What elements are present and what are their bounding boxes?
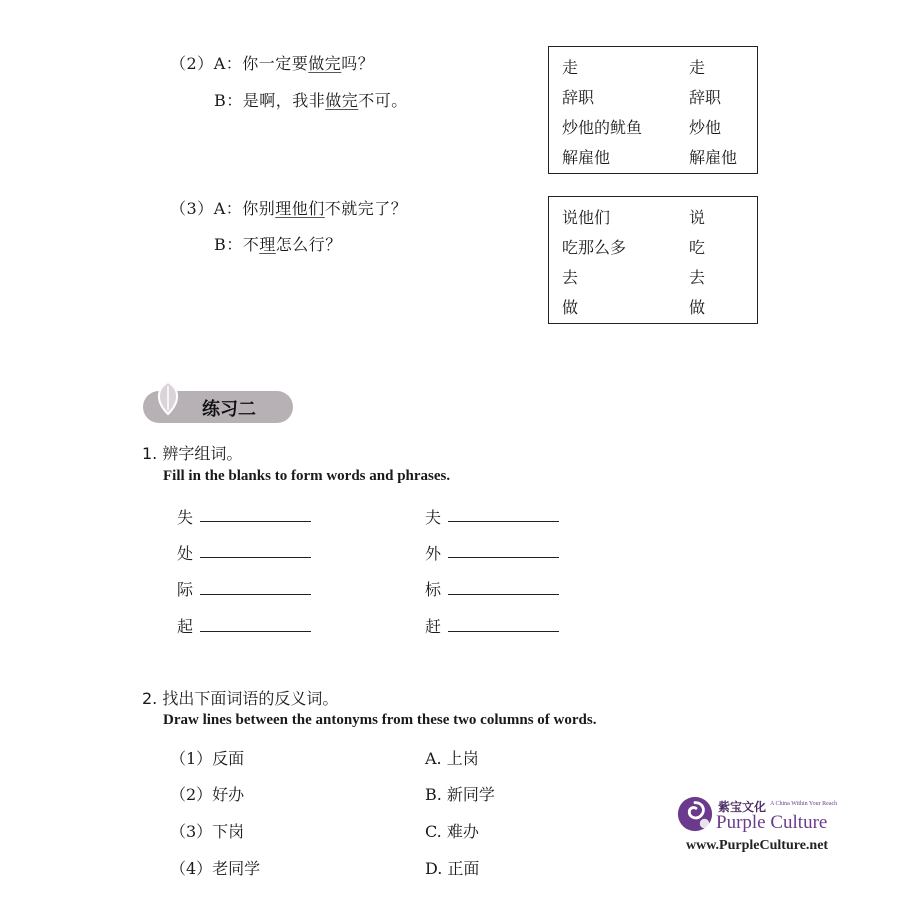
exercise-1-title: 1. 辨字组词。 (142, 444, 243, 463)
table-cell: 吃那么多 (562, 238, 627, 257)
blank-prompt: 失 (177, 508, 194, 527)
blank-line[interactable] (200, 557, 311, 558)
watermark-tagline: A China Within Your Reach (770, 801, 838, 807)
dialogue-text: 不 (242, 235, 260, 254)
watermark-cn: 紫宝文化 (718, 800, 767, 814)
dialogue-highlight: 理 (259, 235, 276, 254)
watermark-url: www.PurpleCulture.net (686, 838, 829, 853)
table-cell: 炒他的鱿鱼 (562, 118, 643, 137)
exercise-2-title: 2. 找出下面词语的反义词。 (142, 689, 339, 708)
dialogue-text: 怎么行？ (275, 235, 342, 254)
table-cell: 解雇他 (689, 148, 738, 167)
dialogue-number: （3） (170, 199, 214, 218)
dialogue-text: 不可。 (358, 91, 408, 110)
blank-prompt: 夫 (425, 508, 442, 527)
substitution-table-3 (548, 196, 758, 324)
table-cell: 走 (689, 58, 706, 77)
table-cell: 做 (562, 298, 579, 317)
table-cell: 辞职 (689, 88, 722, 107)
table-cell: 去 (562, 268, 579, 287)
leaf-icon (148, 378, 188, 418)
purple-culture-logo-icon (676, 795, 714, 833)
speaker-label: A： (213, 199, 243, 218)
blank-prompt: 际 (177, 580, 194, 599)
antonym-item[interactable]: （1）反面 (170, 749, 245, 768)
substitution-table-2 (548, 46, 758, 174)
blank-line[interactable] (200, 521, 311, 522)
blank-line[interactable] (448, 557, 559, 558)
dialogue-text: 你别 (242, 199, 276, 218)
section-title: 练习二 (202, 399, 256, 420)
table-cell: 辞职 (562, 88, 595, 107)
dialogue-highlight: 理他们 (275, 199, 325, 218)
dialogue-text: 吗？ (341, 54, 375, 73)
antonym-item[interactable]: A. 上岗 (425, 749, 479, 768)
antonym-item[interactable]: （4）老同学 (170, 859, 261, 878)
dialogue-2-line-b (214, 88, 408, 111)
dialogue-3-line-b (214, 232, 342, 255)
table-cell: 炒他 (689, 118, 722, 137)
blank-line[interactable] (200, 631, 311, 632)
blank-line[interactable] (200, 594, 311, 595)
dialogue-text: 是啊，我非 (242, 91, 326, 110)
dialogue-text: 你一定要 (242, 54, 309, 73)
dialogue-highlight: 做完 (325, 91, 359, 110)
antonym-item[interactable]: （2）好办 (170, 785, 245, 804)
dialogue-3-line-a (170, 196, 407, 219)
dialogue-number: （2） (170, 54, 214, 73)
antonym-item[interactable]: C. 难办 (425, 822, 479, 841)
blank-prompt: 外 (425, 544, 442, 563)
exercise-2-instruction: Draw lines between the antonyms from these two columns of words. (163, 712, 597, 728)
table-cell: 说他们 (562, 208, 611, 227)
table-cell: 做 (689, 298, 706, 317)
blank-prompt: 起 (177, 617, 194, 636)
dialogue-text: 不就完了？ (324, 199, 408, 218)
antonym-item[interactable]: （3）下岗 (170, 822, 245, 841)
dialogue-2-line-a (170, 51, 374, 74)
table-cell: 说 (689, 208, 706, 227)
exercise-1-instruction: Fill in the blanks to form words and phrases. (163, 468, 451, 484)
watermark-brand: Purple Culture (716, 812, 828, 833)
dialogue-highlight: 做完 (308, 54, 342, 73)
blank-line[interactable] (448, 631, 559, 632)
antonym-item[interactable]: B. 新同学 (425, 785, 495, 804)
blank-prompt: 标 (425, 580, 442, 599)
blank-line[interactable] (448, 521, 559, 522)
blank-prompt: 处 (177, 544, 194, 563)
table-cell: 解雇他 (562, 148, 611, 167)
blank-prompt: 赶 (425, 617, 442, 636)
speaker-label: B： (214, 91, 243, 110)
antonym-item[interactable]: D. 正面 (425, 859, 480, 878)
speaker-label: A： (213, 54, 243, 73)
blank-line[interactable] (448, 594, 559, 595)
table-cell: 吃 (689, 238, 706, 257)
table-cell: 去 (689, 268, 706, 287)
table-cell: 走 (562, 58, 579, 77)
speaker-label: B： (214, 235, 243, 254)
